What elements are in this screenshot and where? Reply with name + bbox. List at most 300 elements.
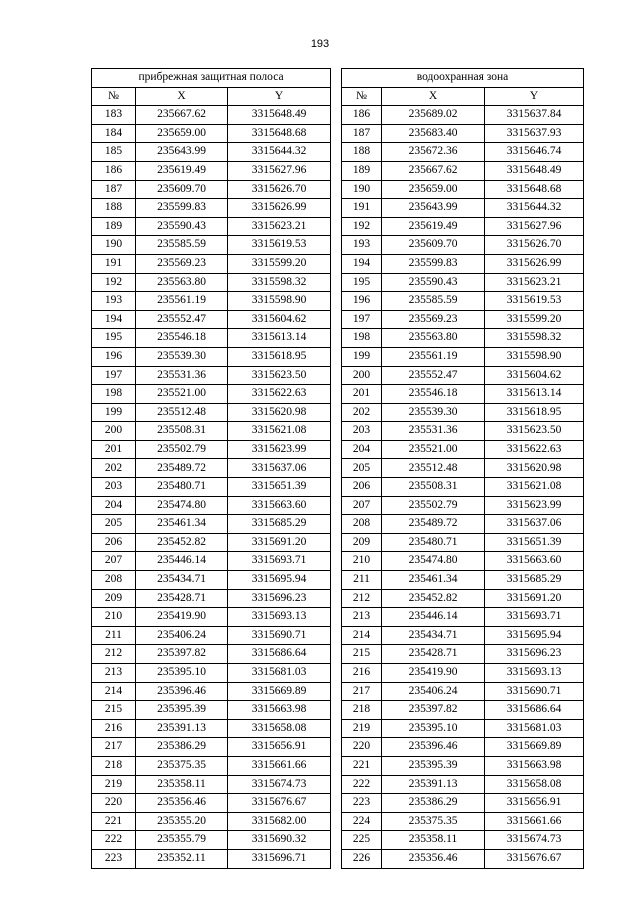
left-cell-x: 235539.30 [136,347,228,366]
left-cell-y: 3315644.32 [228,143,331,162]
section-gap [331,403,342,422]
right-cell-y: 3315598.32 [485,329,584,348]
left-cell-y: 3315669.89 [228,682,331,701]
left-cell-y: 3315695.94 [228,571,331,590]
right-cell-number: 215 [342,645,382,664]
left-cell-x: 235461.34 [136,515,228,534]
section-gap [331,719,342,738]
right-cell-y: 3315690.71 [485,682,584,701]
right-header-y: Y [485,87,584,106]
table-row [92,292,584,311]
section-gap [331,589,342,608]
table-body [92,106,584,868]
left-cell-number: 223 [92,849,136,868]
left-cell-x: 235386.29 [136,738,228,757]
left-cell-x: 235419.90 [136,608,228,627]
right-cell-x: 235386.29 [382,794,485,813]
right-cell-x: 235391.13 [382,775,485,794]
right-cell-number: 194 [342,254,382,273]
right-cell-number: 216 [342,664,382,683]
right-cell-number: 207 [342,496,382,515]
left-cell-y: 3315691.20 [228,533,331,552]
right-header-x: X [382,87,485,106]
table-row [92,682,584,701]
table-row [92,626,584,645]
left-cell-y: 3315686.64 [228,645,331,664]
left-cell-y: 3315696.23 [228,589,331,608]
right-cell-x: 235512.48 [382,459,485,478]
right-cell-x: 235419.90 [382,664,485,683]
column-header-row [92,87,584,106]
right-cell-number: 222 [342,775,382,794]
right-cell-y: 3315648.49 [485,161,584,180]
table-row [92,106,584,125]
left-cell-x: 235502.79 [136,440,228,459]
left-cell-x: 235569.23 [136,254,228,273]
left-cell-x: 235521.00 [136,385,228,404]
right-cell-y: 3315695.94 [485,626,584,645]
left-cell-number: 210 [92,608,136,627]
table-row [92,329,584,348]
right-cell-y: 3315681.03 [485,719,584,738]
table-row [92,794,584,813]
left-cell-number: 220 [92,794,136,813]
right-cell-number: 200 [342,366,382,385]
table-row [92,756,584,775]
left-cell-x: 235358.11 [136,775,228,794]
table-row [92,608,584,627]
left-cell-number: 185 [92,143,136,162]
right-cell-x: 235667.62 [382,161,485,180]
right-cell-y: 3315623.21 [485,273,584,292]
left-cell-number: 192 [92,273,136,292]
table-row [92,161,584,180]
right-cell-number: 223 [342,794,382,813]
left-cell-x: 235585.59 [136,236,228,255]
section-gap [331,775,342,794]
right-section-title: водоохранная зона [342,69,584,88]
left-cell-number: 184 [92,124,136,143]
left-cell-y: 3315651.39 [228,478,331,497]
right-cell-x: 235356.46 [382,849,485,868]
right-cell-x: 235521.00 [382,440,485,459]
left-cell-x: 235531.36 [136,366,228,385]
right-cell-number: 209 [342,533,382,552]
left-cell-y: 3315622.63 [228,385,331,404]
left-cell-x: 235395.39 [136,701,228,720]
left-cell-number: 211 [92,626,136,645]
left-cell-y: 3315690.32 [228,831,331,850]
right-cell-number: 220 [342,738,382,757]
table-row [92,496,584,515]
right-cell-y: 3315656.91 [485,794,584,813]
section-gap [331,236,342,255]
left-cell-x: 235452.82 [136,533,228,552]
right-cell-y: 3315644.32 [485,199,584,218]
table-row [92,831,584,850]
table-row [92,143,584,162]
right-cell-number: 198 [342,329,382,348]
table-row [92,254,584,273]
table-row [92,199,584,218]
right-cell-number: 201 [342,385,382,404]
left-cell-y: 3315604.62 [228,310,331,329]
right-cell-number: 208 [342,515,382,534]
left-header-y: Y [228,87,331,106]
section-gap [331,124,342,143]
right-cell-number: 204 [342,440,382,459]
right-cell-y: 3315623.99 [485,496,584,515]
left-cell-y: 3315620.98 [228,403,331,422]
section-gap [331,292,342,311]
section-gap [331,459,342,478]
right-cell-x: 235585.59 [382,292,485,311]
right-cell-x: 235689.02 [382,106,485,125]
left-cell-number: 200 [92,422,136,441]
left-cell-y: 3315674.73 [228,775,331,794]
left-cell-y: 3315661.66 [228,756,331,775]
right-cell-y: 3315637.84 [485,106,584,125]
left-cell-number: 214 [92,682,136,701]
right-cell-x: 235406.24 [382,682,485,701]
right-cell-y: 3315599.20 [485,310,584,329]
left-cell-y: 3315623.21 [228,217,331,236]
right-cell-number: 213 [342,608,382,627]
left-cell-y: 3315619.53 [228,236,331,255]
table-row [92,217,584,236]
left-cell-x: 235480.71 [136,478,228,497]
section-gap [331,69,342,88]
right-cell-number: 191 [342,199,382,218]
left-cell-number: 212 [92,645,136,664]
left-cell-y: 3315663.60 [228,496,331,515]
left-cell-x: 235563.80 [136,273,228,292]
left-cell-x: 235406.24 [136,626,228,645]
section-gap [331,180,342,199]
section-gap [331,106,342,125]
right-cell-number: 218 [342,701,382,720]
left-cell-y: 3315696.71 [228,849,331,868]
section-gap [331,552,342,571]
section-title-row [92,69,584,88]
left-cell-y: 3315626.70 [228,180,331,199]
right-cell-number: 203 [342,422,382,441]
left-cell-number: 193 [92,292,136,311]
left-cell-number: 213 [92,664,136,683]
right-cell-y: 3315661.66 [485,812,584,831]
left-cell-x: 235428.71 [136,589,228,608]
section-gap [331,366,342,385]
table-row [92,310,584,329]
section-gap [331,496,342,515]
left-cell-y: 3315598.32 [228,273,331,292]
right-cell-number: 211 [342,571,382,590]
section-gap [331,329,342,348]
table-row [92,552,584,571]
right-cell-number: 205 [342,459,382,478]
right-cell-x: 235395.10 [382,719,485,738]
left-cell-number: 191 [92,254,136,273]
left-cell-number: 221 [92,812,136,831]
section-gap [331,664,342,683]
table-row [92,180,584,199]
section-gap [331,161,342,180]
left-cell-x: 235512.48 [136,403,228,422]
left-cell-x: 235396.46 [136,682,228,701]
right-cell-number: 225 [342,831,382,850]
table-row [92,273,584,292]
right-header-number: № [342,87,382,106]
left-cell-number: 202 [92,459,136,478]
section-gap [331,217,342,236]
left-cell-number: 206 [92,533,136,552]
section-gap [331,682,342,701]
right-cell-number: 202 [342,403,382,422]
page-number: 193 [310,38,330,50]
table-row [92,719,584,738]
right-cell-x: 235590.43 [382,273,485,292]
right-cell-number: 190 [342,180,382,199]
left-cell-number: 187 [92,180,136,199]
left-cell-x: 235355.79 [136,831,228,850]
left-cell-x: 235474.80 [136,496,228,515]
left-header-x: X [136,87,228,106]
right-cell-number: 186 [342,106,382,125]
right-cell-y: 3315693.13 [485,664,584,683]
right-cell-y: 3315620.98 [485,459,584,478]
left-cell-y: 3315637.06 [228,459,331,478]
table-row [92,664,584,683]
left-cell-y: 3315663.98 [228,701,331,720]
left-cell-number: 204 [92,496,136,515]
right-cell-x: 235375.35 [382,812,485,831]
left-cell-x: 235659.00 [136,124,228,143]
left-cell-y: 3315599.20 [228,254,331,273]
left-cell-y: 3315623.50 [228,366,331,385]
right-cell-x: 235563.80 [382,329,485,348]
right-cell-y: 3315676.67 [485,849,584,868]
left-cell-y: 3315685.29 [228,515,331,534]
table-row [92,347,584,366]
left-cell-x: 235546.18 [136,329,228,348]
right-cell-y: 3315637.06 [485,515,584,534]
left-cell-y: 3315626.99 [228,199,331,218]
right-cell-y: 3315674.73 [485,831,584,850]
right-cell-y: 3315693.71 [485,608,584,627]
table-row [92,645,584,664]
table-row [92,533,584,552]
right-cell-number: 188 [342,143,382,162]
right-cell-number: 210 [342,552,382,571]
left-cell-y: 3315656.91 [228,738,331,757]
left-cell-x: 235508.31 [136,422,228,441]
left-cell-x: 235356.46 [136,794,228,813]
right-cell-number: 226 [342,849,382,868]
left-header-number: № [92,87,136,106]
right-cell-x: 235395.39 [382,756,485,775]
right-cell-y: 3315648.68 [485,180,584,199]
right-cell-y: 3315626.70 [485,236,584,255]
right-cell-y: 3315626.99 [485,254,584,273]
right-cell-x: 235446.14 [382,608,485,627]
right-cell-x: 235480.71 [382,533,485,552]
right-cell-y: 3315621.08 [485,478,584,497]
section-gap [331,756,342,775]
right-cell-x: 235397.82 [382,701,485,720]
right-cell-y: 3315663.60 [485,552,584,571]
right-cell-y: 3315637.93 [485,124,584,143]
left-cell-y: 3315648.49 [228,106,331,125]
section-gap [331,347,342,366]
section-gap [331,738,342,757]
left-cell-x: 235395.10 [136,664,228,683]
section-gap [331,794,342,813]
right-cell-y: 3315623.50 [485,422,584,441]
left-cell-number: 199 [92,403,136,422]
section-gap [331,143,342,162]
right-cell-x: 235683.40 [382,124,485,143]
left-cell-y: 3315690.71 [228,626,331,645]
right-cell-x: 235659.00 [382,180,485,199]
left-cell-x: 235434.71 [136,571,228,590]
left-cell-y: 3315623.99 [228,440,331,459]
right-cell-x: 235474.80 [382,552,485,571]
right-cell-y: 3315622.63 [485,440,584,459]
section-gap [331,571,342,590]
left-cell-x: 235609.70 [136,180,228,199]
left-cell-x: 235352.11 [136,849,228,868]
table-row [92,385,584,404]
right-cell-y: 3315646.74 [485,143,584,162]
left-cell-y: 3315682.00 [228,812,331,831]
left-cell-number: 190 [92,236,136,255]
left-cell-number: 219 [92,775,136,794]
table-row [92,701,584,720]
left-cell-y: 3315598.90 [228,292,331,311]
left-cell-number: 222 [92,831,136,850]
left-cell-x: 235561.19 [136,292,228,311]
section-gap [331,849,342,868]
section-gap [331,310,342,329]
right-cell-y: 3315686.64 [485,701,584,720]
right-cell-x: 235552.47 [382,366,485,385]
right-cell-number: 212 [342,589,382,608]
table-row [92,366,584,385]
section-gap [331,608,342,627]
left-cell-x: 235643.99 [136,143,228,162]
left-cell-number: 197 [92,366,136,385]
right-cell-x: 235531.36 [382,422,485,441]
left-cell-number: 195 [92,329,136,348]
right-cell-y: 3315613.14 [485,385,584,404]
left-cell-number: 218 [92,756,136,775]
left-cell-number: 203 [92,478,136,497]
right-cell-x: 235461.34 [382,571,485,590]
table-row [92,440,584,459]
right-cell-x: 235452.82 [382,589,485,608]
right-cell-number: 214 [342,626,382,645]
left-cell-number: 215 [92,701,136,720]
left-cell-number: 216 [92,719,136,738]
right-cell-x: 235619.49 [382,217,485,236]
left-cell-x: 235391.13 [136,719,228,738]
table-row [92,812,584,831]
left-cell-y: 3315618.95 [228,347,331,366]
left-cell-number: 194 [92,310,136,329]
right-cell-x: 235434.71 [382,626,485,645]
table-row [92,515,584,534]
left-cell-number: 198 [92,385,136,404]
left-cell-number: 207 [92,552,136,571]
table-row [92,849,584,868]
table-row [92,738,584,757]
section-gap [331,273,342,292]
left-cell-y: 3315648.68 [228,124,331,143]
left-cell-x: 235590.43 [136,217,228,236]
right-cell-number: 199 [342,347,382,366]
left-cell-number: 209 [92,589,136,608]
left-cell-x: 235552.47 [136,310,228,329]
right-cell-x: 235489.72 [382,515,485,534]
right-cell-y: 3315627.96 [485,217,584,236]
right-cell-x: 235609.70 [382,236,485,255]
right-cell-x: 235672.36 [382,143,485,162]
right-cell-y: 3315691.20 [485,589,584,608]
left-cell-number: 208 [92,571,136,590]
left-cell-y: 3315676.67 [228,794,331,813]
left-cell-number: 186 [92,161,136,180]
right-cell-number: 217 [342,682,382,701]
right-cell-x: 235358.11 [382,831,485,850]
section-gap [331,385,342,404]
right-cell-x: 235508.31 [382,478,485,497]
section-gap [331,645,342,664]
right-cell-y: 3315604.62 [485,366,584,385]
right-cell-y: 3315685.29 [485,571,584,590]
left-cell-number: 188 [92,199,136,218]
right-cell-y: 3315663.98 [485,756,584,775]
right-cell-number: 224 [342,812,382,831]
section-gap [331,478,342,497]
left-cell-y: 3315693.13 [228,608,331,627]
left-cell-x: 235619.49 [136,161,228,180]
table-row [92,775,584,794]
left-section-title: прибрежная защитная полоса [92,69,331,88]
left-cell-x: 235599.83 [136,199,228,218]
section-gap [331,812,342,831]
right-cell-x: 235396.46 [382,738,485,757]
right-cell-y: 3315618.95 [485,403,584,422]
left-cell-number: 201 [92,440,136,459]
table-row [92,403,584,422]
right-cell-number: 195 [342,273,382,292]
section-gap [331,533,342,552]
right-cell-number: 221 [342,756,382,775]
right-cell-number: 192 [342,217,382,236]
left-cell-number: 196 [92,347,136,366]
right-cell-x: 235561.19 [382,347,485,366]
right-cell-number: 189 [342,161,382,180]
left-cell-number: 205 [92,515,136,534]
table-row [92,459,584,478]
section-gap [331,515,342,534]
right-cell-y: 3315619.53 [485,292,584,311]
coordinates-table [91,68,584,869]
table-row [92,422,584,441]
section-gap [331,199,342,218]
section-gap [331,440,342,459]
left-cell-x: 235397.82 [136,645,228,664]
